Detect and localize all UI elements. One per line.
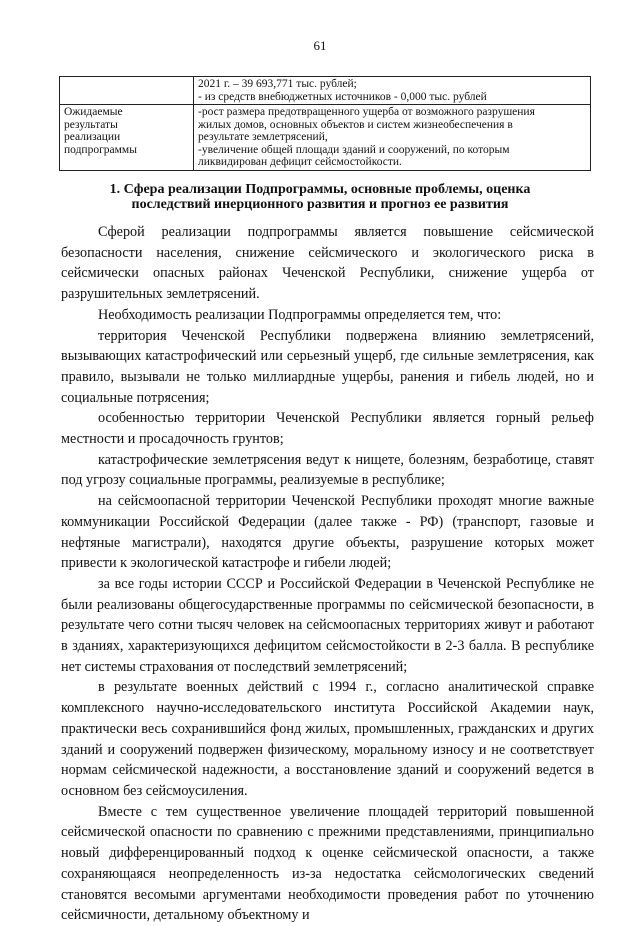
table-value-cell xyxy=(194,77,591,105)
table-value-cell xyxy=(194,105,591,171)
table-label-line: Ожидаемые xyxy=(64,106,123,118)
paragraph: за все годы истории СССР и Российской Федерации в Чеченской Республике не были реализованы общегосударственные программы по сейсмической безопасности, в результате чего сотни тысяч человек на сейсмоопасных территориях живут и работают в зданиях, характеризующихся дефицитом сейсмостойкости в 2-3 балла. В республике нет системы страхования от последствий землетрясений; xyxy=(61,575,594,675)
page-number: 61 xyxy=(313,38,327,53)
table-label-line: подпрограммы xyxy=(64,143,137,156)
body-text xyxy=(61,222,594,926)
paragraph: катастрофические землетрясения ведут к нищете, болезням, безработице, ставят под угрозу социальные программы, реализуемые в республике; xyxy=(61,451,594,489)
paragraph: Сферой реализации подпрограммы является повышение сейсмической безопасности населения, снижение сейсмического и экологического риска в сейсмически опасных районах Чеченской Республики, снижение ущерба от разрушительных землетрясений. xyxy=(61,224,594,303)
table-cell-line: результате землетрясений, xyxy=(198,131,328,143)
table-label-cell xyxy=(60,105,194,171)
table-cell-line: жилых домов, основных объектов и систем жизнеобеспечения в xyxy=(198,118,513,131)
table-cell-line: -рост размера предотвращенного ущерба от возможного разрушения xyxy=(198,106,535,118)
table-label-line: реализации xyxy=(64,131,121,143)
program-table xyxy=(59,76,591,171)
paragraph: особенностью территории Чеченской Республики является горный рельеф местности и просадочность грунтов; xyxy=(61,410,594,448)
paragraph: Необходимость реализации Подпрограммы определяется тем, что: xyxy=(98,306,502,323)
table-cell-line: -увеличение общей площади зданий и сооружений, по которым xyxy=(198,143,510,156)
paragraph: на сейсмоопасной территории Чеченской Республики проходят многие важные коммуникации Российской Федерации (далее также - РФ) (транспорт, газовые и нефтяные магистрали), находятся другие объекты, разрушение которых может привести к экологической катастрофе и гибели людей; xyxy=(61,493,594,572)
paragraph: в результате военных действий с 1994 г., согласно аналитической справке комплексного научно-исследовательского института Российской Академии наук, практически весь сохранившийся фонд жилых, промышленных, гражданских и других зданий и сооружений подвержен физическому, моральному износу и не соответствует нормам сейсмической надежности, а восстановление зданий и сооружений ведется в основном без сейсмоусиления. xyxy=(61,679,594,799)
table-label-cell xyxy=(60,77,194,105)
table-row xyxy=(60,77,591,105)
section-title-line: последствий инерционного развития и прогноз ее развития xyxy=(131,197,509,212)
table-cell-line: 2021 г. – 39 693,771 тыс. рублей; xyxy=(198,78,357,90)
table-cell-line: ликвидирован дефицит сейсмостойкости. xyxy=(198,156,402,168)
table-cell-line: - из средств внебюджетных источников - 0,000 тыс. рублей xyxy=(198,90,487,103)
paragraph: территория Чеченской Республики подвержена влиянию землетрясений, вызывающих катастрофический или серьезный ущерб, где сильные землетрясения, как правило, вызывали не только миллиардные ущербы, ранения и гибель людей, но и социальные потрясения; xyxy=(61,327,594,406)
table-label-line: результаты xyxy=(64,118,118,131)
section-title-line: 1. Сфера реализации Подпрограммы, основные проблемы, оценка xyxy=(109,182,531,197)
table-row xyxy=(60,105,591,171)
paragraph: Вместе с тем существенное увеличение площадей территорий повышенной сейсмической опасности по сравнению с прежними представлениями, принципиально новый дифференцированный подход к оценке сейсмической опасности, а также сохраняющаяся неопределенность из-за недостатка сейсмологических сведений становятся весомыми аргументами необходимости проведения работ по уточнению сейсмичности, детальному объектному и xyxy=(61,803,594,924)
section-title xyxy=(70,182,570,212)
